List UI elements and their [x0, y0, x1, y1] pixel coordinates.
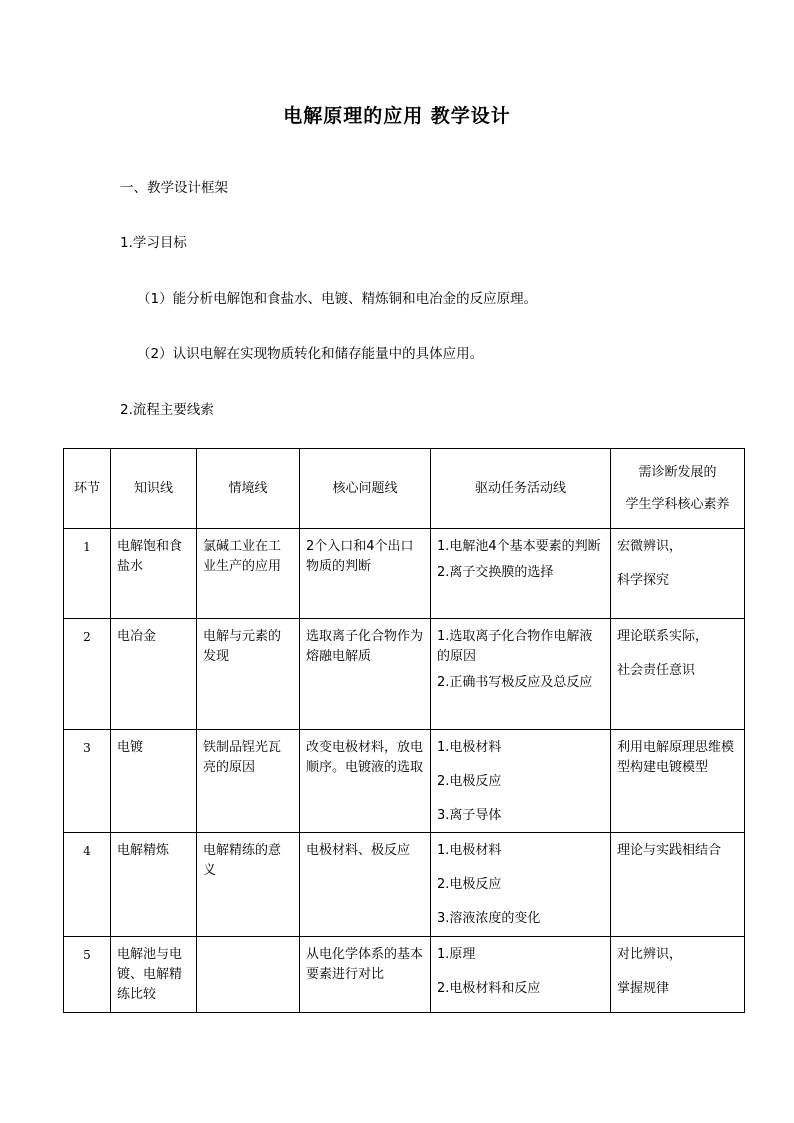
literacy-cell [611, 937, 745, 1013]
task-item: 2.正确书写极反应及总反应 [437, 675, 593, 690]
stage-number: 3 [64, 730, 111, 833]
task-item: 1.原理 [437, 947, 476, 962]
task-item: 2.离子交换膜的选择 [437, 565, 554, 580]
context-cell: 电解与元素的发现 [197, 619, 300, 730]
stage-number: 5 [64, 937, 111, 1013]
literacy-cell [611, 529, 745, 619]
literacy-item: 对比辨识， [617, 947, 683, 962]
tasks-cell [431, 529, 611, 619]
task-item: 1.电极材料 [437, 740, 502, 755]
question-cell: 2个入口和4个出口物质的判断 [300, 529, 431, 619]
knowledge-cell: 电解精炼 [111, 833, 197, 937]
flow-clues-heading: 2.流程主要线索 [120, 402, 214, 418]
tasks-cell [431, 619, 611, 730]
header-core-literacy [611, 449, 745, 529]
literacy-item: 科学探究 [617, 573, 670, 588]
header-core-question: 核心问题线 [300, 449, 431, 529]
knowledge-cell: 电冶金 [111, 619, 197, 730]
question-cell: 改变电极材料，放电顺序。电镀液的选取 [300, 730, 431, 833]
context-cell: 铁制品锃光瓦亮的原因 [197, 730, 300, 833]
question-cell: 电极材料、极反应 [300, 833, 431, 937]
section-heading-framework: 一、教学设计框架 [120, 180, 228, 196]
stage-number: 1 [64, 529, 111, 619]
document-title: 电解原理的应用 教学设计 [283, 105, 511, 127]
table-header-row [64, 449, 745, 529]
context-cell: 氯碱工业在工业生产的应用 [197, 529, 300, 619]
task-item: 3.溶液浓度的变化 [437, 911, 541, 926]
tasks-cell [431, 833, 611, 937]
task-item: 2.电极材料和反应 [437, 981, 541, 996]
tasks-cell [431, 937, 611, 1013]
literacy-cell: 理论与实践相结合 [611, 833, 745, 937]
question-cell: 从电化学体系的基本要素进行对比 [300, 937, 431, 1013]
learning-goals-heading: 1.学习目标 [120, 235, 187, 251]
literacy-item: 宏微辨识， [617, 539, 683, 554]
knowledge-cell: 电镀 [111, 730, 197, 833]
stage-number: 2 [64, 619, 111, 730]
literacy-cell [611, 619, 745, 730]
table-row [64, 833, 745, 937]
literacy-item: 掌握规律 [617, 981, 670, 996]
learning-goal-2: （2）认识电解在实现物质转化和储存能量中的具体应用。 [137, 346, 484, 362]
task-item: 3.离子导体 [437, 808, 502, 823]
table-row [64, 730, 745, 833]
question-cell: 选取离子化合物作为熔融电解质 [300, 619, 431, 730]
header-knowledge: 知识线 [111, 449, 197, 529]
task-item: 2.电极反应 [437, 877, 502, 892]
task-item: 2.电极反应 [437, 774, 502, 789]
literacy-cell: 利用电解原理思维模型构建电镀模型 [611, 730, 745, 833]
flow-clues-table [63, 448, 745, 1013]
tasks-cell [431, 730, 611, 833]
table-row [64, 529, 745, 619]
literacy-item: 理论联系实际， [617, 629, 709, 644]
task-item: 1.选取离子化合物作电解液的原因 [437, 629, 593, 664]
header-core-literacy-line1: 需诊断发展的 [638, 464, 717, 480]
header-stage: 环节 [64, 449, 111, 529]
header-context: 情境线 [197, 449, 300, 529]
stage-number: 4 [64, 833, 111, 937]
learning-goal-1: （1）能分析电解饱和食盐水、电镀、精炼铜和电冶金的反应原理。 [137, 291, 538, 307]
header-driving-task: 驱动任务活动线 [431, 449, 611, 529]
table-row [64, 619, 745, 730]
knowledge-cell: 电解池与电镀、电解精练比较 [111, 937, 197, 1013]
context-cell [197, 937, 300, 1013]
knowledge-cell: 电解饱和食盐水 [111, 529, 197, 619]
context-cell: 电解精练的意义 [197, 833, 300, 937]
task-item: 1.电解池4个基本要素的判断 [437, 539, 601, 554]
table-row [64, 937, 745, 1013]
header-core-literacy-line2: 学生学科核心素养 [625, 496, 730, 512]
task-item: 1.电极材料 [437, 843, 502, 858]
literacy-item: 社会责任意识 [617, 663, 696, 678]
